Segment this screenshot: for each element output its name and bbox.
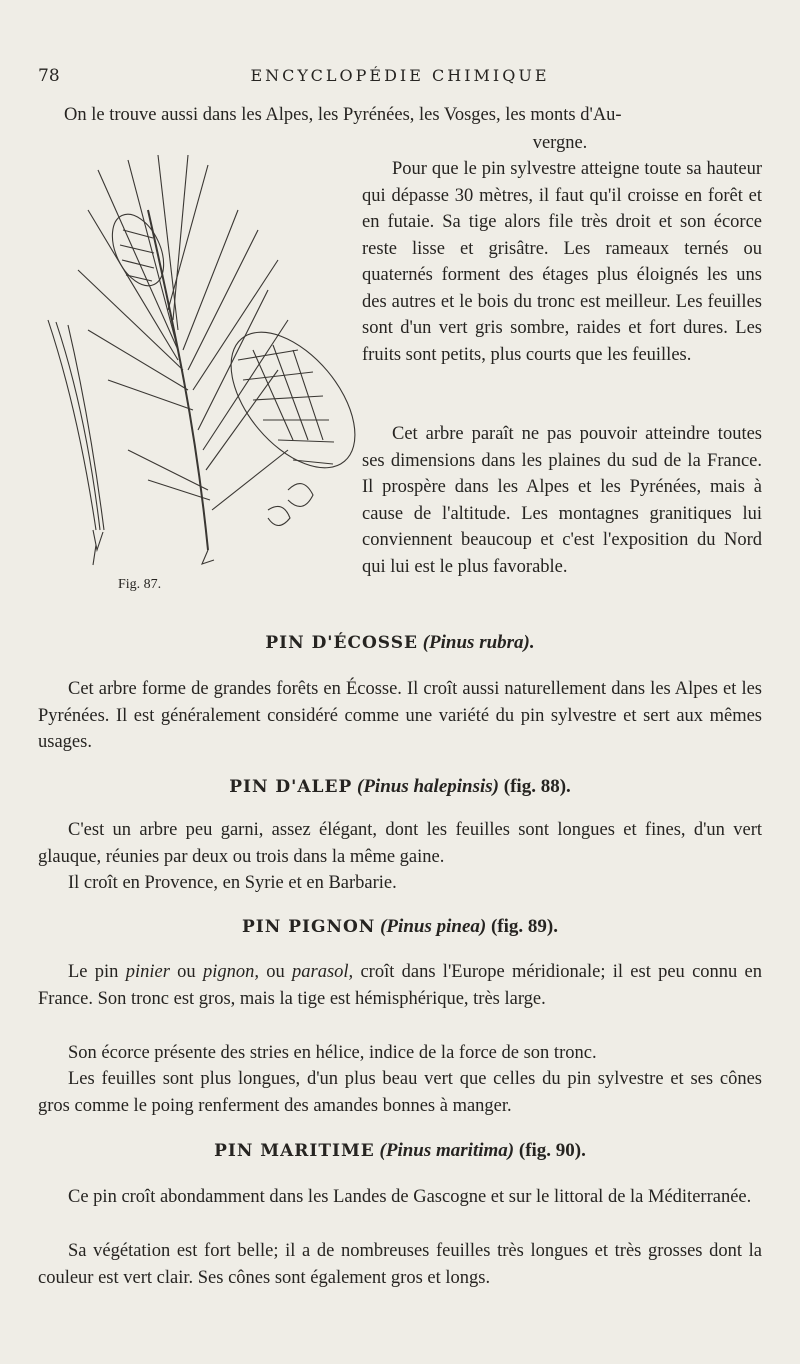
italic-term: parasol,: [292, 962, 354, 982]
heading-figure-ref: (fig. 90).: [514, 1140, 586, 1161]
paragraph-maritime: Ce pin croît abondamment dans les Landes de Gascogne et sur le littoral de la Méditerranée.: [68, 1187, 752, 1207]
heading-name: PIN MARITIME: [214, 1141, 375, 1161]
paragraph-pignon: [38, 959, 762, 1012]
pine-branch-illustration: [38, 150, 358, 620]
page-number: 78: [38, 66, 60, 86]
paragraph-dimensions: Cet arbre paraît ne pas pouvoir atteindre toutes ses dimensions dans les plaines du sud de la France. Il prospère dans les Alpes et les Pyrénées, mais à cause de l'altitude. Les montagnes granitiques lui conviennent beaucoup et c'est l'exposition du Nord qui lui est le plus favorable.: [362, 424, 762, 577]
text-run: ou: [258, 962, 293, 982]
pine-branch-drawing: [38, 150, 358, 580]
heading-figure-ref: (fig. 89).: [486, 916, 558, 937]
text-run: croît dans l'Europe méridionale; il est peu connu en France. Son tronc est gros, mais la tige est hémisphérique, très large.: [38, 962, 763, 1009]
heading-name: PIN D'ÉCOSSE: [265, 633, 418, 653]
paragraph-feuilles: Les feuilles sont plus longues, d'un plus beau vert que celles du pin sylvestre et ses cônes gros comme le poing renferment des amandes bonnes à manger.: [38, 1069, 762, 1116]
heading-pin-ecosse: [0, 632, 800, 654]
paragraph-intro-end: vergne.: [532, 133, 588, 153]
heading-latin: (Pinus pinea): [380, 916, 487, 937]
text-run: ou: [169, 962, 203, 982]
heading-figure-ref: (fig. 88).: [499, 776, 571, 797]
figure-caption: Fig. 87.: [118, 577, 162, 592]
italic-term: pinier: [125, 962, 170, 982]
text-run: Le pin: [68, 962, 126, 982]
paragraph-vegetation: Sa végétation est fort belle; il a de nombreuses feuilles très longues et très grosses dont la couleur est vert clair. Ses cônes sont également gros et longs.: [38, 1241, 762, 1288]
heading-name: PIN PIGNON: [242, 917, 376, 937]
heading-latin: (Pinus rubra).: [422, 632, 535, 653]
paragraph-hauteur: Pour que le pin sylvestre atteigne toute sa hauteur qui dépasse 30 mètres, il faut qu'il croisse en forêt et en futaie. Sa tige alors file très droit et son écorce reste lisse et grisâtre. Les rameaux ternés ou quaternés forment des étages plus éloignés les uns des autres et le bois du tronc est meilleur. Les feuilles sont d'un vert gris sombre, raides et fort dures. Les fruits sont petits, plus courts que les feuilles.: [362, 159, 762, 365]
heading-latin: (Pinus maritima): [379, 1140, 515, 1161]
paragraph-alep-range: Il croît en Provence, en Syrie et en Barbarie.: [68, 873, 397, 893]
heading-name: PIN D'ALEP: [229, 777, 353, 797]
heading-pin-alep: [0, 776, 800, 798]
heading-latin: (Pinus halepinsis): [357, 776, 500, 797]
italic-term: pignon,: [202, 962, 259, 982]
paragraph-ecosse: Cet arbre forme de grandes forêts en Écosse. Il croît aussi naturellement dans les Alpes et les Pyrénées. Il est généralement considéré comme une variété du pin sylvestre et sert aux mêmes usages.: [38, 679, 762, 752]
heading-pin-maritime: [0, 1140, 800, 1162]
paragraph-ecorce: Son écorce présente des stries en hélice, indice de la force de son tronc.: [68, 1043, 597, 1063]
heading-pin-pignon: [0, 916, 800, 938]
paragraph-alep: C'est un arbre peu garni, assez élégant, dont les feuilles sont longues et fines, d'un vert glauque, réunies par deux ou trois dans la même gaine.: [38, 820, 762, 867]
paragraph-intro: On le trouve aussi dans les Alpes, les Pyrénées, les Vosges, les monts d'Au-: [64, 105, 622, 125]
page-header: [0, 66, 800, 94]
running-title: ENCYCLOPÉDIE CHIMIQUE: [250, 66, 550, 85]
